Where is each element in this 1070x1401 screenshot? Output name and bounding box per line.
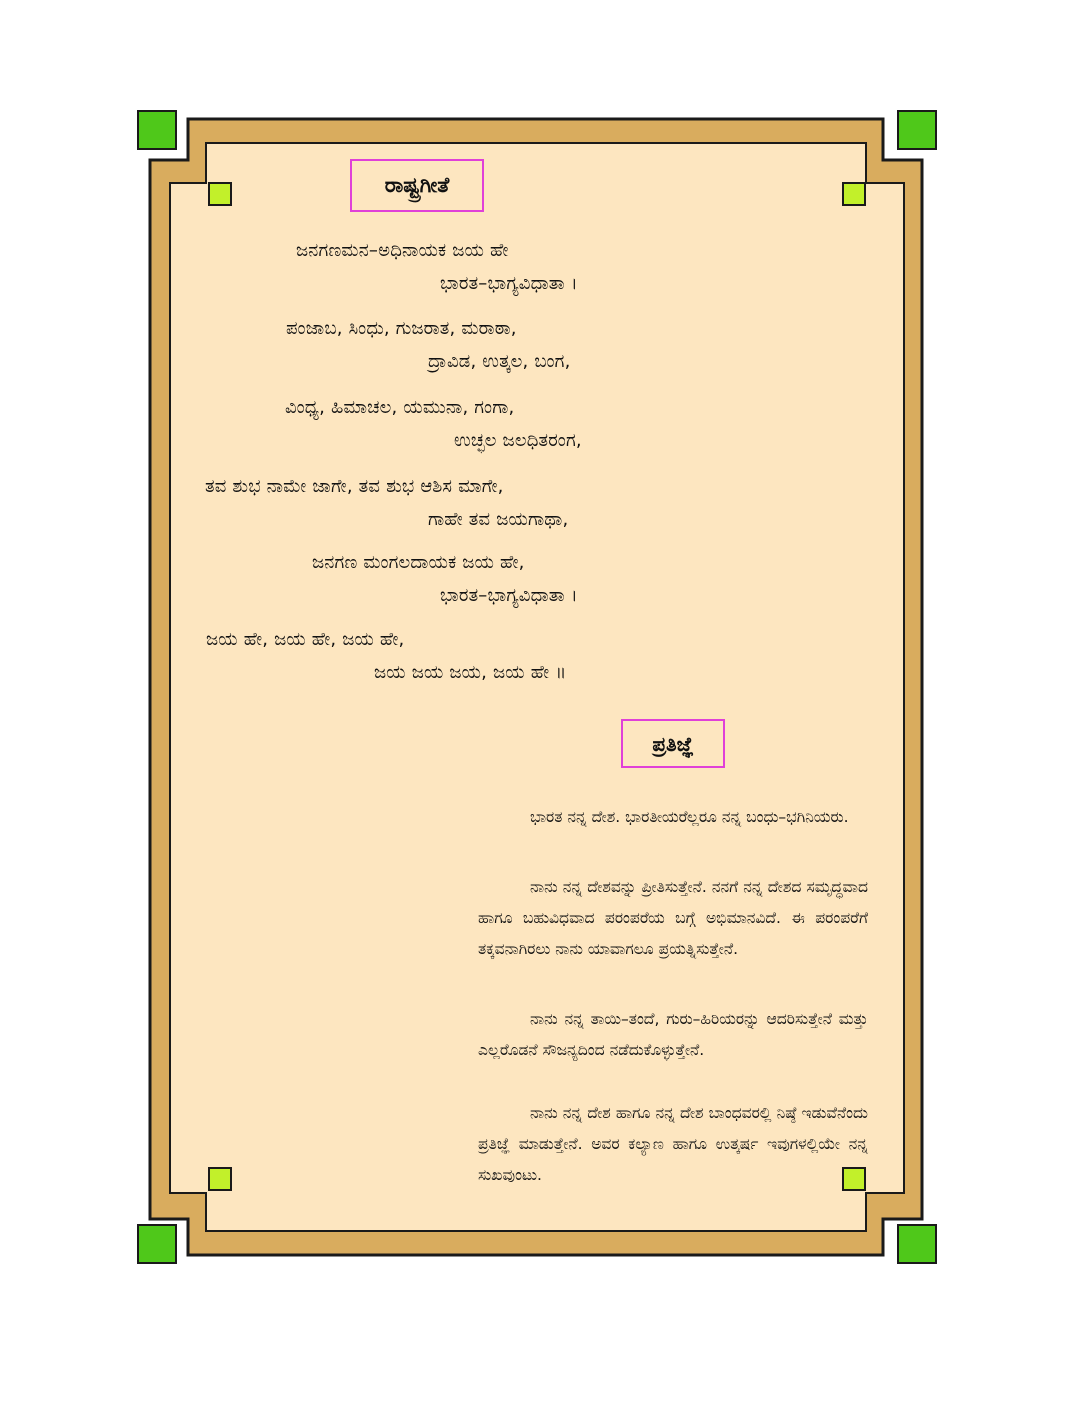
inner-square-top-left — [208, 182, 232, 206]
anthem-title: ರಾಷ್ಟ್ರಗೀತೆ — [350, 159, 484, 212]
pledge-paragraph-4: ನಾನು ನನ್ನ ದೇಶ ಹಾಗೂ ನನ್ನ ದೇಶ ಬಾಂಧವರಲ್ಲಿ ನಿಷ್ಠೆ ಇಡುವೆನೆಂದು ಪ್ರತಿಜ್ಞೆ ಮಾಡುತ್ತೇನೆ. ಅವರ ಕಲ್ಯಾಣ ಹಾಗೂ ಉತ್ಕರ್ಷ ಇವುಗಳಲ್ಲಿಯೇ ನನ್ನ ಸುಖವುಂಟು. — [478, 1104, 868, 1184]
pledge-paragraph-1: ಭಾರತ ನನ್ನ ದೇಶ. ಭಾರತೀಯರೆಲ್ಲರೂ ನನ್ನ ಬಂಧು–ಭಗಿನಿಯರು. — [530, 808, 849, 826]
anthem-line-6: ಉಚ್ಛಲ ಜಲಧಿತರಂಗ, — [454, 430, 582, 451]
inner-square-top-right — [842, 182, 866, 206]
anthem-line-7: ತವ ಶುಭ ನಾಮೇ ಜಾಗೇ, ತವ ಶುಭ ಆಶಿಸ ಮಾಗೇ, — [205, 476, 504, 497]
anthem-line-5: ವಿಂಧ್ಯ, ಹಿಮಾಚಲ, ಯಮುನಾ, ಗಂಗಾ, — [285, 397, 515, 418]
anthem-line-2: ಭಾರತ–ಭಾಗ್ಯವಿಧಾತಾ । — [440, 273, 578, 294]
anthem-line-1: ಜನಗಣಮನ–ಅಧಿನಾಯಕ ಜಯ ಹೇ — [296, 240, 509, 261]
pledge-paragraph-3: ನಾನು ನನ್ನ ತಾಯಿ–ತಂದೆ, ಗುರು–ಹಿರಿಯರನ್ನು ಆದರಿಸುತ್ತೇನೆ ಮತ್ತು ಎಲ್ಲರೊಡನೆ ಸೌಜನ್ಯದಿಂದ ನಡೆದುಕೊಳ್ಳುತ್ತೇನೆ. — [478, 1010, 868, 1059]
anthem-line-11: ಜಯ ಹೇ, ಜಯ ಹೇ, ಜಯ ಹೇ, — [206, 629, 405, 650]
anthem-line-10: ಭಾರತ–ಭಾಗ್ಯವಿಧಾತಾ । — [440, 585, 578, 606]
pledge-paragraph-2: ನಾನು ನನ್ನ ದೇಶವನ್ನು ಪ್ರೀತಿಸುತ್ತೇನೆ. ನನಗೆ ನನ್ನ ದೇಶದ ಸಮೃದ್ಧವಾದ ಹಾಗೂ ಬಹುವಿಧವಾದ ಪರಂಪರೆಯ ಬಗ್ಗೆ ಅಭಿಮಾನವಿದೆ. ಈ ಪರಂಪರೆಗೆ ತಕ್ಕವನಾಗಿರಲು ನಾನು ಯಾವಾಗಲೂ ಪ್ರಯತ್ನಿಸುತ್ತೇನೆ. — [478, 878, 868, 958]
anthem-line-3: ಪಂಜಾಬ, ಸಿಂಧು, ಗುಜರಾತ, ಮರಾಠಾ, — [286, 318, 517, 339]
corner-square-top-right — [897, 110, 937, 150]
corner-square-bottom-left — [137, 1224, 177, 1264]
frame-inner-panel — [170, 143, 904, 1231]
inner-square-bottom-left — [208, 1167, 232, 1191]
corner-square-bottom-right — [897, 1224, 937, 1264]
anthem-line-9: ಜನಗಣ ಮಂಗಲದಾಯಕ ಜಯ ಹೇ, — [312, 552, 525, 573]
anthem-line-8: ಗಾಹೇ ತವ ಜಯಗಾಥಾ, — [428, 509, 569, 530]
pledge-title: ಪ್ರತಿಜ್ಞೆ — [621, 719, 725, 768]
corner-square-top-left — [137, 110, 177, 150]
anthem-line-4: ದ್ರಾವಿಡ, ಉತ್ಕಲ, ಬಂಗ, — [428, 351, 571, 372]
anthem-line-12: ಜಯ ಜಯ ಜಯ, ಜಯ ಹೇ ॥ — [374, 662, 567, 683]
